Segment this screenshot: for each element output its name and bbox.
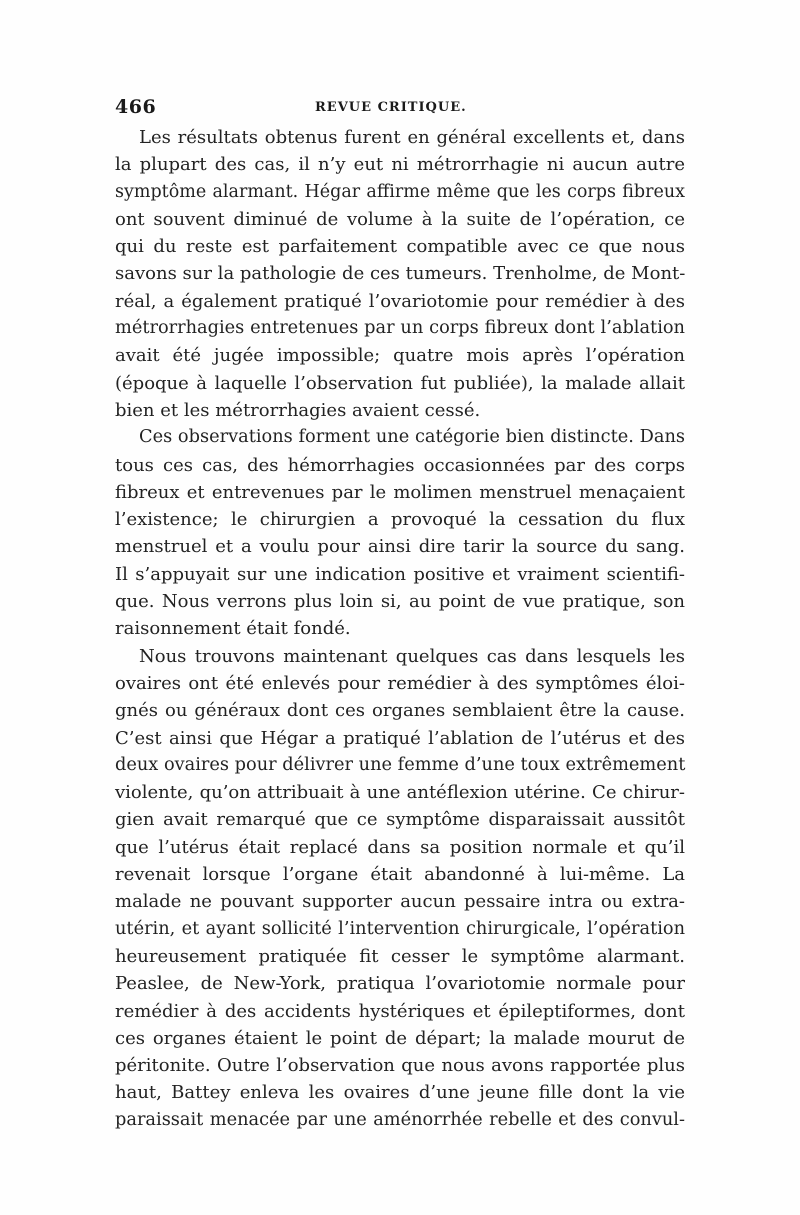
text-line: réal, a également pratiqué l’ovariotomie pour remédier à des <box>115 290 685 312</box>
text-line: paraissait menacée par une aménorrhée rebelle et des convul- <box>115 1109 685 1130</box>
text-line: menstruel et a voulu pour ainsi dire tarir la source du sang. <box>115 536 685 558</box>
page-header <box>115 96 685 122</box>
text-line: utérin, et ayant sollicité l’intervention chirurgicale, l’opération <box>115 918 685 939</box>
text-line: ces organes étaient le point de départ; la malade mourut de <box>115 1027 685 1049</box>
text-line: Peaslee, de New-York, pratiqua l’ovariotomie normale pour <box>115 973 685 995</box>
text-line: (époque à laquelle l’observation fut publiée), la malade allait <box>115 372 685 394</box>
text-line: remédier à des accidents hystériques et épileptiformes, dont <box>115 1000 685 1022</box>
text-line: gnés ou généraux dont ces organes semblaient être la cause. <box>115 700 685 722</box>
text-line: avait été jugée impossible; quatre mois après l’opération <box>115 345 685 367</box>
text-line: péritonite. Outre l’observation que nous avons rapportée plus <box>115 1055 685 1077</box>
text-line: heureusement pratiquée fit cesser le symptôme alarmant. <box>115 945 685 967</box>
text-line: malade ne pouvant supporter aucun pessaire intra ou extra- <box>115 891 685 913</box>
text-line: deux ovaires pour délivrer une femme d’une toux extrêmement <box>115 754 686 775</box>
text-line: qui du reste est parfaitement compatible avec ce que nous <box>115 236 685 258</box>
text-line: symptôme alarmant. Hégar affirme même que les corps fibreux <box>115 181 685 202</box>
text-line: Les résultats obtenus furent en général excellents et, dans <box>139 127 685 148</box>
text-line: revenait lorsque l’organe était abandonné à lui-même. La <box>115 864 685 886</box>
text-line: que. Nous verrons plus loin si, au point de vue pratique, son <box>115 591 685 613</box>
text-line: ont souvent diminué de volume à la suite de l’opération, ce <box>115 208 685 230</box>
text-line: l’existence; le chirurgien a provoqué la cessation du flux <box>115 509 685 531</box>
body-text <box>115 124 685 1134</box>
text-line: raisonnement était fondé. <box>115 618 351 640</box>
text-line: que l’utérus était replacé dans sa position normale et qu’il <box>115 836 685 858</box>
text-line: C’est ainsi que Hégar a pratiqué l’ablation de l’utérus et des <box>115 727 685 749</box>
text-line: fibreux et entrevenues par le molimen menstruel menaçaient <box>115 481 685 503</box>
text-line: bien et les métrorrhagies avaient cessé. <box>115 399 481 421</box>
text-line: Il s’appuyait sur une indication positive et vraiment scientifi- <box>115 563 685 585</box>
page-number: 466 <box>115 96 157 118</box>
text-line: Nous trouvons maintenant quelques cas dans lesquels les <box>139 645 685 667</box>
text-line: haut, Battey enleva les ovaires d’une jeune fille dont la vie <box>115 1082 685 1104</box>
text-line: savons sur la pathologie de ces tumeurs. Trenholme, de Mont- <box>115 263 686 285</box>
text-line: métrorrhagies entretenues par un corps fibreux dont l’ablation <box>115 318 685 339</box>
text-line: violente, qu’on attribuait à une antéflexion utérine. Ce chirur- <box>115 782 685 804</box>
text-line: Ces observations forment une catégorie bien distincte. Dans <box>139 427 685 448</box>
text-line: gien avait remarqué que ce symptôme disparaissait aussitôt <box>115 809 685 831</box>
text-line: la plupart des cas, il n’y eut ni métrorrhagie ni aucun autre <box>115 154 685 176</box>
text-line: tous ces cas, des hémorrhagies occasionnées par des corps <box>115 454 685 476</box>
text-line: ovaires ont été enlevés pour remédier à des symptômes éloi- <box>115 672 685 694</box>
running-title: REVUE CRITIQUE. <box>315 100 467 115</box>
